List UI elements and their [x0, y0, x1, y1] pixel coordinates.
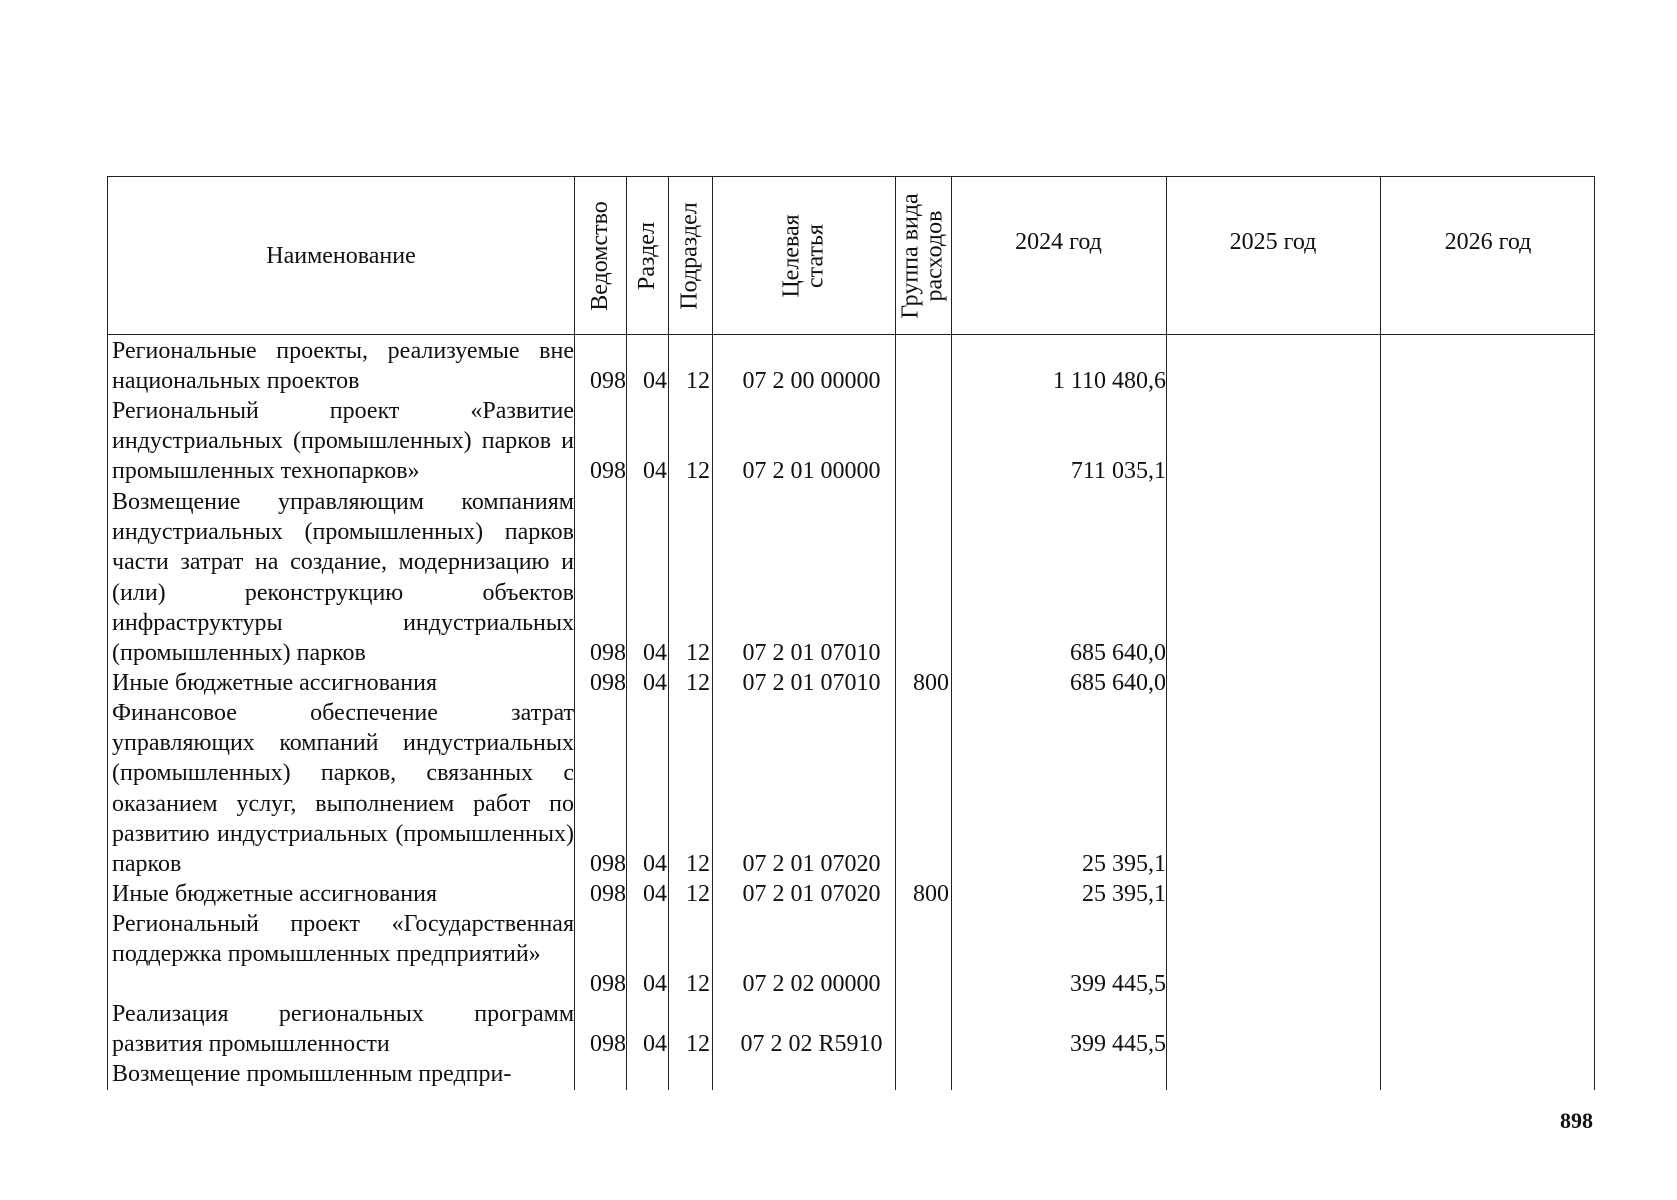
- budget-table: [107, 176, 1595, 1090]
- row-vedomstvo: 098: [590, 851, 626, 877]
- row-podrazdel: 12: [686, 851, 710, 877]
- row-gruppa: 800: [913, 670, 949, 696]
- row-podrazdel: 12: [686, 640, 710, 666]
- header-celevaya: [712, 177, 895, 334]
- header-gruppa: [895, 177, 951, 334]
- row-razdel: 04: [643, 458, 667, 485]
- row-gruppa: 800: [913, 881, 949, 907]
- header-celevaya-label: [779, 214, 827, 297]
- header-2025: [1166, 177, 1380, 307]
- row-2024-value: 399 445,5: [1070, 971, 1166, 998]
- header-2024-label: 2024 год: [1015, 229, 1102, 255]
- row-celevaya: 07 2 00 00000: [742, 368, 881, 395]
- row-podrazdel: 12: [686, 670, 710, 696]
- row-name: Возмещение управляющим компаниям индустриальных (промышленных) парков части затрат на создание, модернизацию и (или) реконструкцию объектов инфраструктуры индустриальных (промышленных) парков: [112, 489, 574, 667]
- row-vedomstvo: 098: [590, 458, 626, 485]
- row-razdel: 04: [643, 368, 667, 395]
- row-vedomstvo: 098: [590, 881, 626, 907]
- row-razdel: 04: [643, 1031, 667, 1058]
- header-razdel-label: Раздел: [634, 221, 661, 290]
- row-vedomstvo: 098: [590, 971, 626, 998]
- row-vedomstvo: 098: [590, 1031, 626, 1058]
- row-name: Возмещение промышленным предпри-: [112, 1061, 512, 1087]
- row-razdel: 04: [643, 851, 667, 877]
- row-razdel: 04: [643, 881, 667, 907]
- header-gruppa-line2: расходов: [922, 210, 948, 301]
- row-name: Региональный проект «Развитие индустриальных (промышленных) парков и промышленных технопарков»: [112, 398, 574, 485]
- row-razdel: 04: [643, 640, 667, 666]
- row-2024-value: 25 395,1: [1082, 851, 1166, 877]
- row-2024-value: 399 445,5: [1070, 1031, 1166, 1058]
- header-name-label: Наименование: [266, 242, 416, 269]
- row-2024-value: 711 035,1: [1070, 458, 1166, 485]
- row-podrazdel: 12: [686, 368, 710, 395]
- row-2024-value: 685 640,0: [1070, 640, 1166, 666]
- header-celevaya-line2: статья: [802, 223, 829, 288]
- row-celevaya: 07 2 02 00000: [742, 971, 881, 998]
- row-name: Финансовое обеспечение затрат управляющих компаний индустриальных (промышленных) парков, связанных с оказанием услуг, выполнением работ по развитию индустриальных (промышленных) парков: [112, 700, 574, 878]
- row-celevaya: 07 2 01 07020: [742, 881, 881, 907]
- row-celevaya: 07 2 01 07020: [742, 851, 881, 877]
- header-gruppa-label: [899, 193, 947, 318]
- header-name: [108, 177, 574, 334]
- row-name: Региональный проект «Государственная поддержка промышленных предприятий»: [112, 911, 574, 968]
- row-celevaya: 07 2 01 07010: [742, 640, 881, 666]
- header-2026-label: 2026 год: [1444, 229, 1532, 255]
- row-razdel: 04: [643, 971, 667, 998]
- row-name: Иные бюджетные ассигнования: [112, 670, 437, 696]
- header-celevaya-line1: Целевая: [778, 213, 805, 298]
- row-name: Иные бюджетные ассигнования: [112, 881, 437, 907]
- row-celevaya: 07 2 01 07010: [742, 670, 881, 696]
- row-podrazdel: 12: [686, 881, 710, 907]
- page-number: 898: [1560, 1108, 1593, 1133]
- header-2026: [1380, 177, 1596, 307]
- header-podrazdel: [668, 177, 712, 334]
- row-name: Региональные проекты, реализуемые вне национальных проектов: [112, 338, 574, 395]
- row-celevaya: 07 2 01 00000: [742, 458, 881, 485]
- col-divider: [951, 177, 952, 1090]
- header-divider: [108, 334, 1594, 335]
- row-name: Реализация региональных программ развития промышленности: [112, 1001, 574, 1058]
- row-podrazdel: 12: [686, 971, 710, 998]
- col-divider: [1380, 177, 1381, 1090]
- header-vedomstvo-label: Ведомство: [587, 200, 613, 311]
- row-podrazdel: 12: [686, 458, 710, 485]
- header-2025-label: 2025 год: [1229, 229, 1317, 255]
- row-vedomstvo: 098: [590, 368, 626, 395]
- header-podrazdel-label: Подраздел: [677, 201, 704, 310]
- row-vedomstvo: 098: [590, 670, 626, 696]
- col-divider: [1166, 177, 1167, 1090]
- header-gruppa-line1: Группа вида: [898, 192, 924, 319]
- row-2024-value: 1 110 480,6: [1052, 368, 1166, 395]
- row-vedomstvo: 098: [590, 640, 626, 666]
- row-2024-value: 685 640,0: [1070, 670, 1166, 696]
- header-vedomstvo: [574, 177, 626, 334]
- row-celevaya: 07 2 02 R5910: [740, 1031, 883, 1058]
- row-2024-value: 25 395,1: [1082, 881, 1166, 907]
- header-2024: [951, 177, 1166, 307]
- row-razdel: 04: [643, 670, 667, 696]
- header-razdel: [626, 177, 668, 334]
- row-podrazdel: 12: [686, 1031, 710, 1058]
